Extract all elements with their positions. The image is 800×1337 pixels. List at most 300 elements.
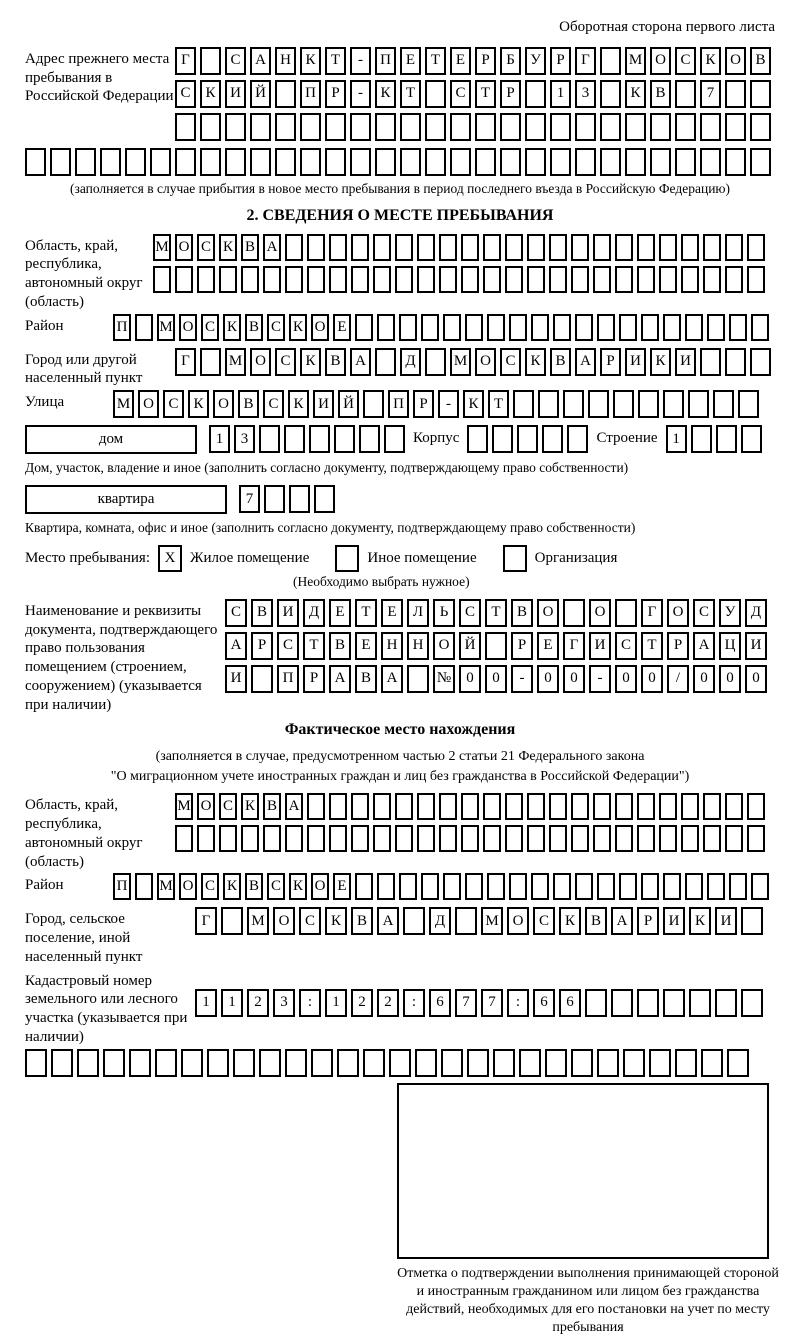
char-cell: О xyxy=(589,599,611,627)
char-cell: С xyxy=(299,907,321,935)
document-row-1 xyxy=(225,599,775,627)
char-cell: - xyxy=(350,80,371,108)
char-cell: 6 xyxy=(559,989,581,1017)
field-rayon xyxy=(25,314,775,346)
char-cell: А xyxy=(575,348,596,376)
stroenie-label: Строение xyxy=(596,425,657,448)
char-cell: 7 xyxy=(239,485,260,513)
char-cell: 1 xyxy=(209,425,230,453)
char-cell: О xyxy=(175,234,193,261)
char-cell xyxy=(359,425,380,453)
char-cell: 0 xyxy=(693,665,715,693)
char-cell: Е xyxy=(329,599,351,627)
char-cell xyxy=(461,234,479,261)
char-cell xyxy=(747,825,765,852)
fact-rayon-label: Район xyxy=(25,873,113,895)
char-cell: Р xyxy=(550,47,571,75)
char-cell: С xyxy=(615,632,637,660)
field-mesto-prebyvaniya xyxy=(25,545,775,572)
char-cell xyxy=(625,113,646,141)
char-cell xyxy=(351,266,369,293)
char-cell xyxy=(725,793,743,820)
char-cell xyxy=(225,113,246,141)
gorod-label: Город или другой населенный пункт xyxy=(25,348,175,389)
field-document xyxy=(25,599,775,715)
char-cell: Р xyxy=(600,348,621,376)
fact-note-1: (заполняется в случае, предусмотренном частью 2 статьи 21 Федерального закона xyxy=(25,748,775,766)
char-cell: В xyxy=(238,390,259,418)
char-cell: 0 xyxy=(459,665,481,693)
char-cell xyxy=(375,148,396,176)
char-cell xyxy=(725,148,746,176)
char-cell xyxy=(750,113,771,141)
char-cell: И xyxy=(277,599,299,627)
char-cell xyxy=(363,1049,385,1077)
oblast-row-2 xyxy=(153,266,775,293)
char-cell xyxy=(329,793,347,820)
char-cell: Н xyxy=(381,632,403,660)
char-cell: 0 xyxy=(537,665,559,693)
fact-note-2: "О миграционном учете иностранных граждан и лиц без гражданства в Российской Федерации") xyxy=(25,768,775,786)
char-cell: Е xyxy=(450,47,471,75)
char-cell: : xyxy=(403,989,425,1017)
char-cell xyxy=(395,266,413,293)
char-cell: : xyxy=(507,989,529,1017)
field-dom xyxy=(25,425,775,458)
char-cell xyxy=(200,148,221,176)
char-cell: Г xyxy=(563,632,585,660)
zhiloe-label: Жилое помещение xyxy=(190,549,309,568)
char-cell: Е xyxy=(537,632,559,660)
char-cell xyxy=(549,266,567,293)
stamp-box xyxy=(397,1083,769,1259)
char-cell: Д xyxy=(303,599,325,627)
char-cell: О xyxy=(250,348,271,376)
char-cell xyxy=(355,314,373,341)
char-cell: И xyxy=(225,665,247,693)
char-cell xyxy=(461,825,479,852)
char-cell xyxy=(289,485,310,513)
korpus-label: Корпус xyxy=(413,425,459,448)
char-cell xyxy=(337,1049,359,1077)
char-cell xyxy=(681,825,699,852)
char-cell: В xyxy=(241,234,259,261)
char-cell xyxy=(509,873,527,900)
char-cell xyxy=(403,907,425,935)
kvartira-box-label: квартира xyxy=(25,485,227,514)
char-cell xyxy=(275,80,296,108)
char-cell: А xyxy=(381,665,403,693)
char-cell xyxy=(103,1049,125,1077)
char-cell xyxy=(325,148,346,176)
char-cell xyxy=(675,148,696,176)
char-cell xyxy=(689,989,711,1017)
char-cell xyxy=(467,1049,489,1077)
stamp-area xyxy=(397,1083,779,1337)
char-cell xyxy=(747,793,765,820)
char-cell xyxy=(619,873,637,900)
char-cell xyxy=(264,485,285,513)
char-cell: С xyxy=(175,80,196,108)
char-cell: О xyxy=(725,47,746,75)
char-cell: П xyxy=(113,873,131,900)
char-cell xyxy=(350,148,371,176)
char-cell xyxy=(527,234,545,261)
char-cell: И xyxy=(313,390,334,418)
char-cell: В xyxy=(245,873,263,900)
char-cell xyxy=(465,873,483,900)
char-cell: К xyxy=(689,907,711,935)
char-cell: К xyxy=(300,348,321,376)
char-cell: 1 xyxy=(666,425,687,453)
char-cell: С xyxy=(277,632,299,660)
char-cell: Е xyxy=(381,599,403,627)
checkbox-inoe xyxy=(335,545,359,572)
char-cell: Е xyxy=(400,47,421,75)
char-cell: О xyxy=(433,632,455,660)
char-cell xyxy=(545,1049,567,1077)
char-cell: Т xyxy=(355,599,377,627)
char-cell xyxy=(691,425,712,453)
char-cell xyxy=(563,599,585,627)
char-cell: К xyxy=(375,80,396,108)
char-cell xyxy=(553,873,571,900)
char-cell: С xyxy=(197,234,215,261)
oblast-row-1 xyxy=(153,234,775,261)
char-cell xyxy=(307,266,325,293)
char-cell xyxy=(637,266,655,293)
char-cell: У xyxy=(525,47,546,75)
char-cell: А xyxy=(263,234,281,261)
field-oblast xyxy=(25,234,775,312)
char-cell: М xyxy=(247,907,269,935)
char-cell xyxy=(175,148,196,176)
char-cell xyxy=(685,873,703,900)
char-cell: А xyxy=(377,907,399,935)
char-cell xyxy=(425,80,446,108)
char-cell xyxy=(707,873,725,900)
char-cell xyxy=(593,825,611,852)
char-cell xyxy=(619,314,637,341)
prev-address-row-4 xyxy=(25,148,775,176)
mesto-label: Место пребывания: xyxy=(25,549,150,568)
char-cell xyxy=(538,390,559,418)
char-cell xyxy=(505,793,523,820)
char-cell xyxy=(377,873,395,900)
char-cell: С xyxy=(201,314,219,341)
char-cell: О xyxy=(311,314,329,341)
char-cell xyxy=(439,234,457,261)
char-cell xyxy=(263,825,281,852)
fact-rayon-row xyxy=(113,873,775,900)
char-cell xyxy=(597,1049,619,1077)
char-cell xyxy=(549,234,567,261)
char-cell: И xyxy=(225,80,246,108)
char-cell: К xyxy=(188,390,209,418)
char-cell: С xyxy=(275,348,296,376)
char-cell xyxy=(615,234,633,261)
char-cell: Е xyxy=(355,632,377,660)
char-cell: В xyxy=(650,80,671,108)
char-cell: К xyxy=(219,234,237,261)
char-cell xyxy=(375,348,396,376)
char-cell xyxy=(181,1049,203,1077)
char-cell: Е xyxy=(333,314,351,341)
char-cell: Т xyxy=(325,47,346,75)
char-cell xyxy=(275,113,296,141)
char-cell: М xyxy=(625,47,646,75)
char-cell xyxy=(663,314,681,341)
char-cell xyxy=(314,485,335,513)
char-cell: С xyxy=(225,47,246,75)
char-cell xyxy=(681,266,699,293)
char-cell xyxy=(219,266,237,293)
char-cell xyxy=(135,314,153,341)
char-cell: М xyxy=(225,348,246,376)
char-cell xyxy=(615,825,633,852)
char-cell xyxy=(250,148,271,176)
stroenie-row xyxy=(666,425,762,453)
korpus-row xyxy=(467,425,588,453)
char-cell: Г xyxy=(195,907,217,935)
char-cell xyxy=(400,113,421,141)
char-cell: Р xyxy=(325,80,346,108)
char-cell: С xyxy=(267,873,285,900)
char-cell xyxy=(725,80,746,108)
char-cell xyxy=(751,873,769,900)
char-cell: М xyxy=(157,873,175,900)
char-cell xyxy=(729,873,747,900)
char-cell xyxy=(483,793,501,820)
field-kvartira xyxy=(25,485,775,518)
char-cell: К xyxy=(625,80,646,108)
char-cell: 3 xyxy=(234,425,255,453)
char-cell xyxy=(725,113,746,141)
char-cell: И xyxy=(745,632,767,660)
char-cell xyxy=(593,793,611,820)
char-cell: О xyxy=(650,47,671,75)
char-cell xyxy=(259,425,280,453)
char-cell: П xyxy=(375,47,396,75)
char-cell: 3 xyxy=(575,80,596,108)
prev-address-row-1 xyxy=(175,47,775,75)
char-cell: И xyxy=(663,907,685,935)
char-cell xyxy=(563,390,584,418)
char-cell xyxy=(513,390,534,418)
dom-note: Дом, участок, владение и иное (заполнить согласно документу, подтверждающему право собственности) xyxy=(25,460,775,477)
char-cell: К xyxy=(300,47,321,75)
char-cell: Г xyxy=(175,348,196,376)
char-cell: В xyxy=(750,47,771,75)
char-cell: 0 xyxy=(719,665,741,693)
char-cell: А xyxy=(285,793,303,820)
char-cell xyxy=(443,314,461,341)
char-cell xyxy=(153,266,171,293)
kvartira-note: Квартира, комната, офис и иное (заполнить согласно документу, подтверждающему право собственности) xyxy=(25,520,775,537)
char-cell xyxy=(567,425,588,453)
char-cell: В xyxy=(355,665,377,693)
char-cell xyxy=(241,266,259,293)
char-cell xyxy=(600,47,621,75)
char-cell xyxy=(703,793,721,820)
rayon-row xyxy=(113,314,775,341)
char-cell xyxy=(395,825,413,852)
field-fact-gorod xyxy=(25,907,775,966)
char-cell: О xyxy=(197,793,215,820)
char-cell: К xyxy=(559,907,581,935)
char-cell xyxy=(549,825,567,852)
char-cell xyxy=(637,234,655,261)
char-cell: Т xyxy=(485,599,507,627)
field-ulitsa xyxy=(25,390,775,423)
char-cell xyxy=(241,825,259,852)
char-cell: А xyxy=(225,632,247,660)
char-cell: 1 xyxy=(325,989,347,1017)
char-cell xyxy=(585,989,607,1017)
char-cell xyxy=(373,825,391,852)
char-cell xyxy=(505,266,523,293)
char-cell xyxy=(197,825,215,852)
char-cell xyxy=(703,234,721,261)
char-cell xyxy=(713,390,734,418)
char-cell xyxy=(663,390,684,418)
char-cell: Й xyxy=(459,632,481,660)
char-cell xyxy=(439,793,457,820)
document-row-3 xyxy=(225,665,775,693)
char-cell: Н xyxy=(275,47,296,75)
char-cell xyxy=(492,425,513,453)
char-cell: Р xyxy=(475,47,496,75)
char-cell: 7 xyxy=(481,989,503,1017)
char-cell xyxy=(425,148,446,176)
dom-row xyxy=(209,425,405,453)
char-cell xyxy=(571,1049,593,1077)
char-cell: С xyxy=(225,599,247,627)
char-cell xyxy=(600,80,621,108)
char-cell xyxy=(641,873,659,900)
char-cell xyxy=(588,390,609,418)
char-cell: М xyxy=(113,390,134,418)
char-cell xyxy=(485,632,507,660)
char-cell xyxy=(307,234,325,261)
char-cell xyxy=(475,113,496,141)
char-cell xyxy=(197,266,215,293)
char-cell: К xyxy=(241,793,259,820)
char-cell: С xyxy=(459,599,481,627)
char-cell xyxy=(309,425,330,453)
char-cell xyxy=(285,266,303,293)
char-cell xyxy=(389,1049,411,1077)
fact-oblast-row-1 xyxy=(175,793,775,820)
char-cell xyxy=(377,314,395,341)
char-cell xyxy=(637,989,659,1017)
char-cell xyxy=(659,793,677,820)
char-cell xyxy=(329,825,347,852)
char-cell xyxy=(575,873,593,900)
char-cell: / xyxy=(667,665,689,693)
char-cell: 1 xyxy=(221,989,243,1017)
char-cell xyxy=(550,148,571,176)
char-cell: Т xyxy=(488,390,509,418)
char-cell xyxy=(77,1049,99,1077)
char-cell xyxy=(675,1049,697,1077)
char-cell: 7 xyxy=(700,80,721,108)
char-cell xyxy=(351,825,369,852)
char-cell: К xyxy=(200,80,221,108)
char-cell xyxy=(450,113,471,141)
char-cell xyxy=(703,825,721,852)
char-cell xyxy=(475,148,496,176)
char-cell xyxy=(175,825,193,852)
char-cell: 0 xyxy=(485,665,507,693)
section2-title: 2. СВЕДЕНИЯ О МЕСТЕ ПРЕБЫВАНИЯ xyxy=(25,206,775,226)
char-cell: 3 xyxy=(273,989,295,1017)
char-cell: О xyxy=(179,314,197,341)
char-cell: Д xyxy=(429,907,451,935)
char-cell xyxy=(399,314,417,341)
fact-title: Фактическое место нахождения xyxy=(25,720,775,740)
char-cell xyxy=(650,148,671,176)
char-cell xyxy=(700,348,721,376)
inoe-label: Иное помещение xyxy=(367,549,476,568)
char-cell xyxy=(575,113,596,141)
char-cell xyxy=(363,390,384,418)
char-cell xyxy=(259,1049,281,1077)
char-cell: К xyxy=(289,314,307,341)
char-cell xyxy=(650,113,671,141)
char-cell xyxy=(384,425,405,453)
char-cell xyxy=(593,266,611,293)
char-cell xyxy=(487,873,505,900)
char-cell xyxy=(525,113,546,141)
char-cell: О xyxy=(537,599,559,627)
char-cell xyxy=(659,234,677,261)
char-cell xyxy=(707,314,725,341)
char-cell: С xyxy=(219,793,237,820)
char-cell: М xyxy=(481,907,503,935)
char-cell xyxy=(251,665,273,693)
char-cell xyxy=(729,314,747,341)
char-cell: Р xyxy=(500,80,521,108)
char-cell xyxy=(493,1049,515,1077)
gorod-row xyxy=(175,348,775,376)
char-cell: А xyxy=(611,907,633,935)
char-cell xyxy=(100,148,121,176)
char-cell xyxy=(741,989,763,1017)
mesto-note: (Необходимо выбрать нужное) xyxy=(293,574,775,591)
char-cell xyxy=(221,907,243,935)
char-cell: П xyxy=(113,314,131,341)
field-gorod xyxy=(25,348,775,389)
char-cell: С xyxy=(675,47,696,75)
char-cell xyxy=(625,148,646,176)
char-cell xyxy=(571,793,589,820)
char-cell xyxy=(395,793,413,820)
oblast-label: Область, край, республика, автономный округ (область) xyxy=(25,234,153,312)
char-cell: Р xyxy=(413,390,434,418)
char-cell: 1 xyxy=(195,989,217,1017)
char-cell xyxy=(738,390,759,418)
char-cell: М xyxy=(175,793,193,820)
char-cell: Р xyxy=(637,907,659,935)
char-cell xyxy=(550,113,571,141)
char-cell xyxy=(649,1049,671,1077)
char-cell xyxy=(741,907,763,935)
char-cell: В xyxy=(325,348,346,376)
char-cell xyxy=(747,266,765,293)
char-cell: К xyxy=(525,348,546,376)
char-cell xyxy=(439,825,457,852)
